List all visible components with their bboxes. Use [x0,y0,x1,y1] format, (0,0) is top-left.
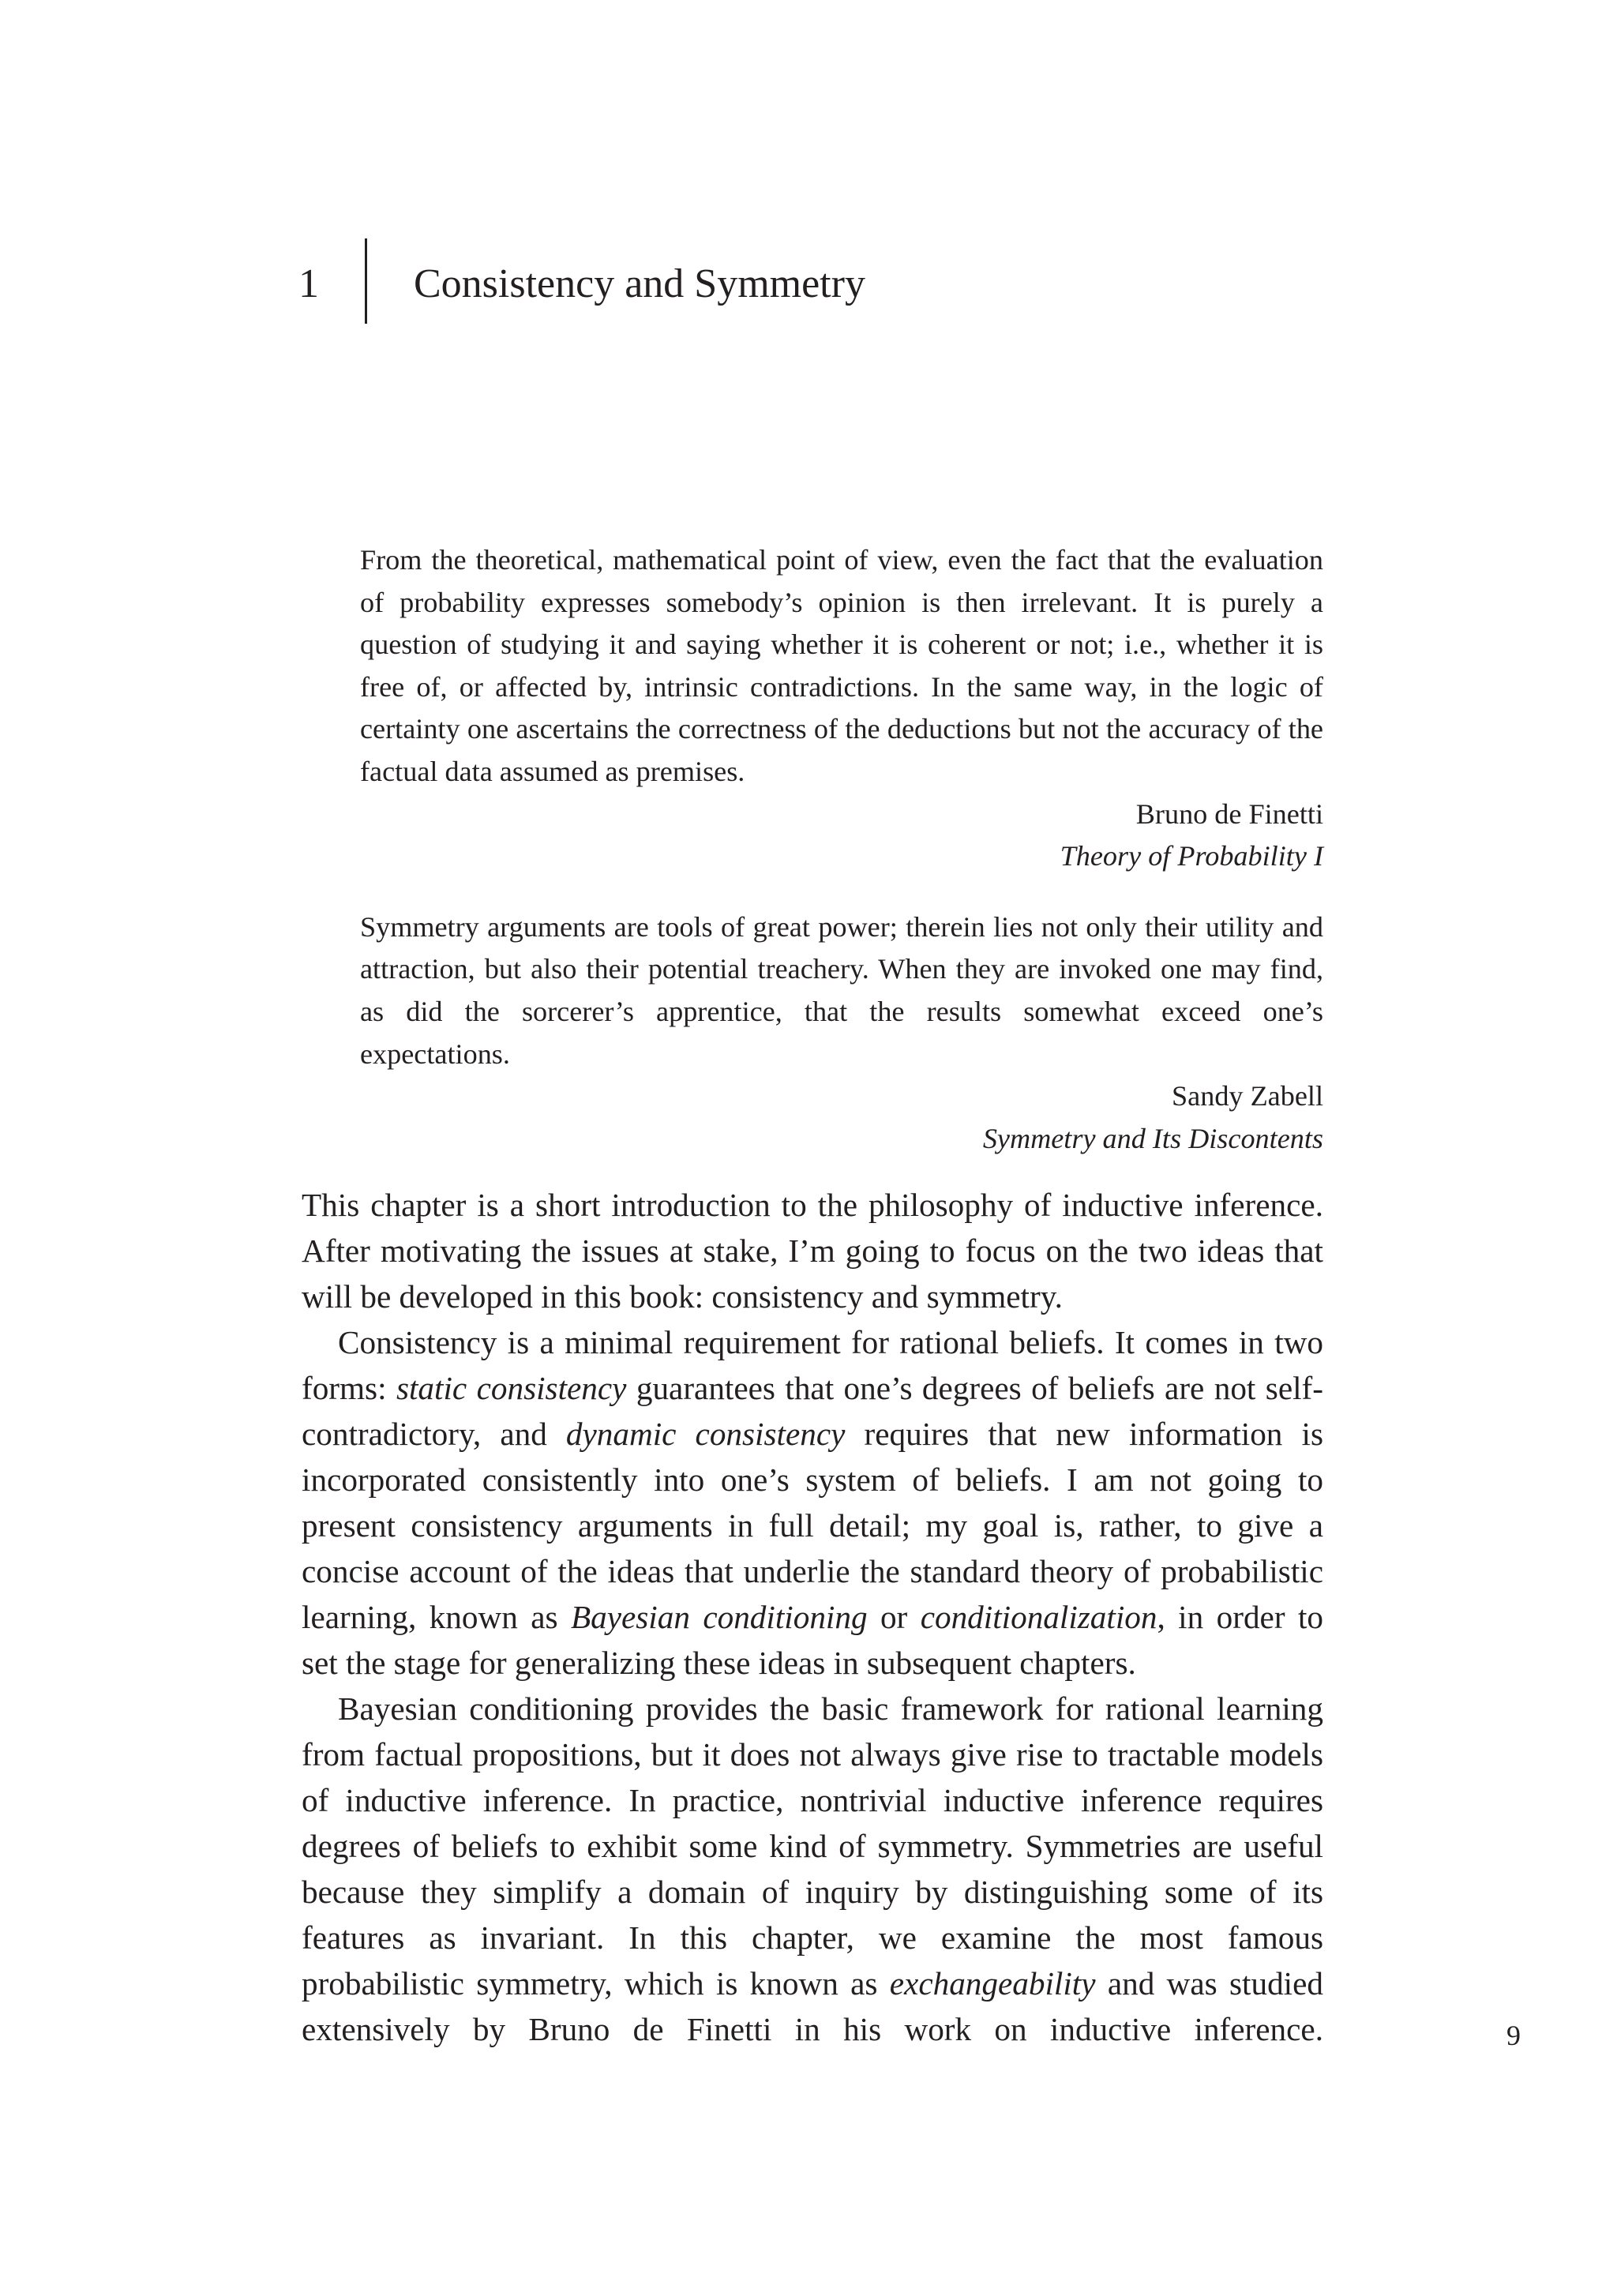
chapter-divider-rule [365,238,367,324]
text-run: guarantees that one’s degrees of beliefs are not self-contradictory, and [302,1370,1323,1452]
epigraph-de-finetti [360,539,1323,878]
text-run: Consistency is a minimal requirement for rational beliefs. It comes in two forms: [302,1324,1323,1406]
paragraph-1: This chapter is a short introduction to the philosophy of inductive inference. After motivating the issues at stake, I’m going to focus on the two ideas that will be developed in this book: consistency and symmetry. [302,1187,1323,1315]
epigraph-author: Bruno de Finetti [1135,797,1323,830]
emphasis: conditionalization [920,1599,1157,1635]
emphasis: dynamic consistency [565,1416,846,1452]
epigraph-author: Sandy Zabell [1172,1080,1323,1112]
epigraph-work: Symmetry and Its Discontents [982,1122,1323,1154]
text-run: requires that new information is incorporated consistently into one’s system of beliefs. I am not going to present consistency arguments in full detail; my goal is, rather, to give a concise account of the ideas that underlie the standard theory of probabilistic learning, known as [302,1416,1323,1635]
epigraph-text: Symmetry arguments are tools of great power; therein lies not only their utility and attraction, but also their potential treachery. When they are invoked one may find, as did the sorcerer’s apprentice, that the results somewhat exceed one’s expectations. [360,910,1323,1070]
page-number: 9 [1506,2020,1521,2051]
epigraph-zabell [360,906,1323,1161]
epigraph-work: Theory of Probability I [1060,840,1323,872]
body-text [302,1182,1323,2052]
epigraph-text: From the theoretical, mathematical point of view, even the fact that the evaluation of probability expresses somebody’s opinion is then irrelevant. It is purely a question of studying it and saying whether it is coherent or not; i.e., whether it is free of, or affected by, intrinsic contradictions. In the same way, in the logic of certainty one ascertains the correctness of the deductions but not the accuracy of the factual data assumed as premises. [360,544,1323,787]
chapter-title: Consistency and Symmetry [414,261,865,306]
text-run: , in order to set the stage for generalizing these ideas in subsequent chapters. [302,1599,1323,1681]
emphasis: exchangeability [889,1965,1096,2001]
emphasis: Bayesian conditioning [570,1599,868,1635]
text-run: Bayesian conditioning provides the basic framework for rational learning from factual propositions, but it does not always give rise to tractable models of inductive inference. In practice, nontrivial inductive inference requires degrees of beliefs to exhibit some kind of symmetry. Symmetries are useful because they simplify a domain of inquiry by distinguishing some of its features as invariant. In this chapter, we examine the most famous probabilistic symmetry, which is known as [302,1690,1323,2001]
epigraph-attribution [360,1075,1323,1160]
emphasis: static consistency [396,1370,627,1406]
text-run: and was studied extensively by Bruno de Finetti in his work on inductive inference. [302,1965,1323,2047]
epigraphs [360,539,1323,1160]
chapter-number: 1 [298,261,319,306]
paragraph-2 [302,1319,1323,1686]
text-run: or [867,1599,921,1635]
paragraph-3 [302,1686,1323,2052]
epigraph-attribution [360,793,1323,878]
